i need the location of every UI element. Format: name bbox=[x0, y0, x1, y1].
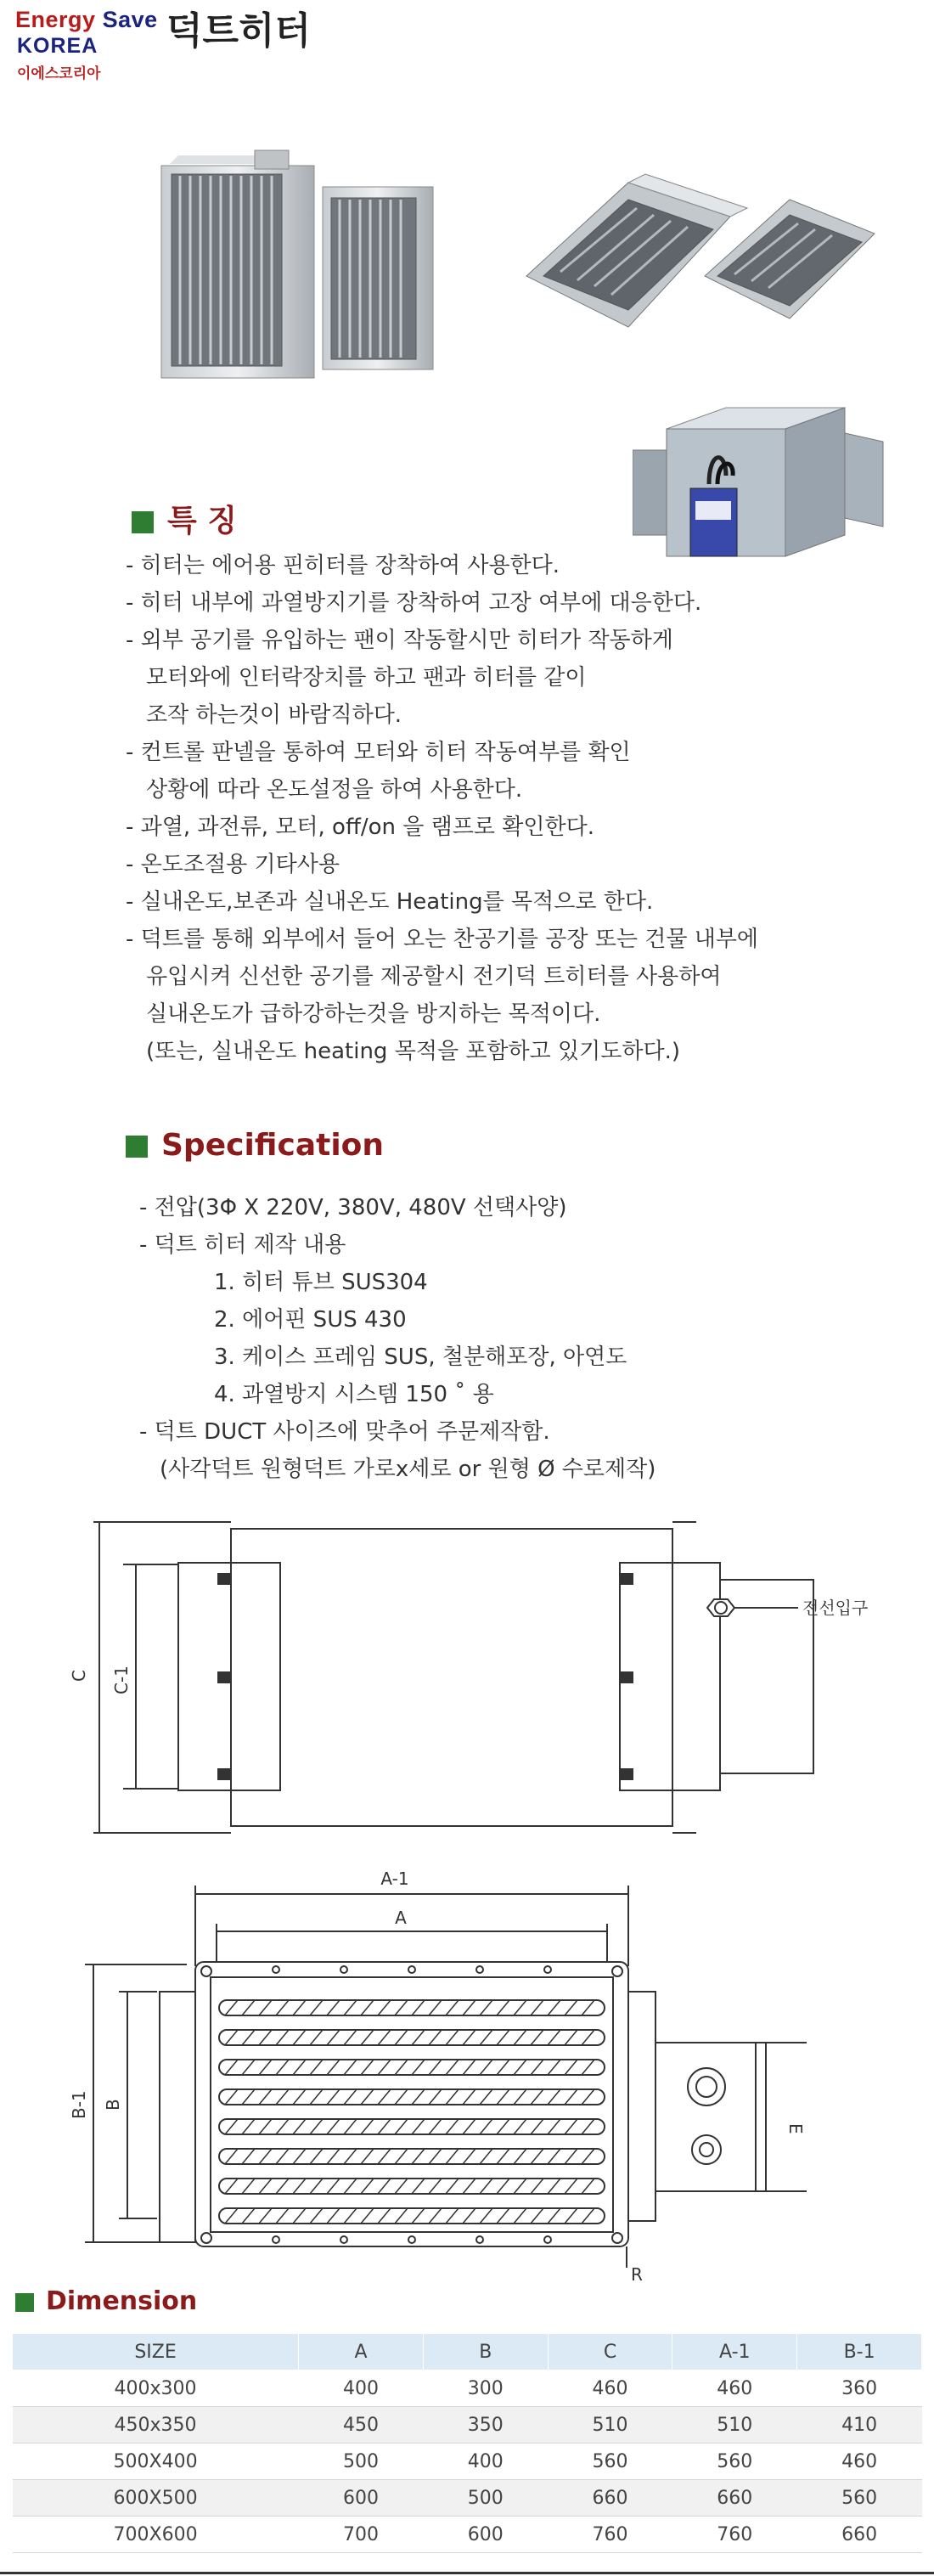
label-inlet: 전선입구 bbox=[802, 1598, 869, 1618]
table-header: SIZE bbox=[13, 2334, 299, 2370]
table-cell: 460 bbox=[797, 2444, 922, 2480]
side-view-drawing bbox=[51, 1512, 900, 1852]
table-header: A-1 bbox=[672, 2334, 797, 2370]
label-c1: C-1 bbox=[111, 1666, 132, 1694]
label-a: A bbox=[395, 1908, 407, 1928]
feature-line: - 온도조절용 기타사용 bbox=[126, 852, 340, 877]
table-cell: 510 bbox=[548, 2407, 672, 2444]
table-cell: 410 bbox=[797, 2407, 922, 2444]
table-cell: 400x300 bbox=[13, 2370, 299, 2407]
feature-line: - 히터는 에어용 핀히터를 장착하여 사용한다. bbox=[126, 553, 560, 578]
table-cell: 600 bbox=[423, 2517, 548, 2553]
logo-korea: KOREA bbox=[17, 34, 98, 58]
table-cell: 400 bbox=[299, 2370, 424, 2407]
label-r: R bbox=[631, 2264, 643, 2285]
table-cell: 760 bbox=[548, 2517, 672, 2553]
product-photo-angled bbox=[518, 149, 892, 378]
specification-title: Specification bbox=[161, 1128, 385, 1163]
table-cell: 460 bbox=[548, 2370, 672, 2407]
spec-item: 3. 케이스 프레임 SUS, 철분해포장, 아연도 bbox=[214, 1344, 627, 1370]
table-cell: 500 bbox=[299, 2444, 424, 2480]
feature-line: - 실내온도,보존과 실내온도 Heating를 목적으로 한다. bbox=[126, 889, 654, 915]
feature-line: - 외부 공기를 유입하는 팬이 작동할시만 히터가 작동하게 bbox=[126, 628, 673, 653]
table-cell: 300 bbox=[423, 2370, 548, 2407]
dimension-heading bbox=[15, 2286, 197, 2316]
table-cell: 700 bbox=[299, 2517, 424, 2553]
table-cell: 360 bbox=[797, 2370, 922, 2407]
table-cell: 500X400 bbox=[13, 2444, 299, 2480]
table-header: A bbox=[299, 2334, 424, 2370]
table-cell: 600 bbox=[299, 2480, 424, 2517]
table-cell: 510 bbox=[672, 2407, 797, 2444]
table-header: B-1 bbox=[797, 2334, 922, 2370]
table-cell: 350 bbox=[423, 2407, 548, 2444]
logo-energy: Energy bbox=[15, 7, 96, 32]
spec-item: 2. 에어핀 SUS 430 bbox=[214, 1307, 407, 1333]
table-cell: 450 bbox=[299, 2407, 424, 2444]
feature-line: - 덕트를 통해 외부에서 들어 오는 찬공기를 공장 또는 건물 내부에 bbox=[126, 927, 759, 952]
spec-content-head: - 덕트 히터 제작 내용 bbox=[139, 1232, 346, 1258]
table-cell: 660 bbox=[672, 2480, 797, 2517]
dimension-table bbox=[12, 2333, 922, 2553]
table-cell: 460 bbox=[672, 2370, 797, 2407]
table-row bbox=[13, 2407, 922, 2444]
table-cell: 700X600 bbox=[13, 2517, 299, 2553]
table-cell: 450x350 bbox=[13, 2407, 299, 2444]
green-square-icon bbox=[132, 511, 154, 533]
feature-line: 유입시켜 신선한 공기를 제공할시 전기덕 트히터를 사용하여 bbox=[146, 964, 722, 989]
table-cell: 660 bbox=[797, 2517, 922, 2553]
label-c: C bbox=[69, 1670, 89, 1682]
table-cell: 560 bbox=[797, 2480, 922, 2517]
feature-line: - 히터 내부에 과열방지기를 장착하여 고장 여부에 대응한다. bbox=[126, 590, 702, 616]
feature-line: 실내온도가 급하강하는것을 방지하는 목적이다. bbox=[146, 1001, 601, 1027]
features-title: 특 징 bbox=[167, 504, 238, 538]
logo-save: Save bbox=[102, 7, 158, 32]
table-cell: 660 bbox=[548, 2480, 672, 2517]
table-row bbox=[13, 2517, 922, 2553]
feature-line: - 컨트롤 판넬을 통하여 모터와 히터 작동여부를 확인 bbox=[126, 740, 631, 765]
label-b1: B-1 bbox=[69, 2090, 89, 2119]
green-square-icon bbox=[15, 2293, 34, 2312]
dimension-table-wrap bbox=[12, 2333, 922, 2553]
spec-item: 1. 히터 튜브 SUS304 bbox=[214, 1270, 428, 1295]
bottom-rule bbox=[0, 2572, 934, 2574]
logo-korean-name: 이에스코리아 bbox=[17, 65, 101, 82]
table-cell: 400 bbox=[423, 2444, 548, 2480]
product-photo-front bbox=[119, 149, 459, 395]
table-cell: 500 bbox=[423, 2480, 548, 2517]
table-row bbox=[13, 2444, 922, 2480]
specification-heading bbox=[126, 1128, 384, 1163]
table-cell: 760 bbox=[672, 2517, 797, 2553]
feature-line: 모터와에 인터락장치를 하고 팬과 히터를 같이 bbox=[146, 665, 587, 691]
table-row bbox=[13, 2480, 922, 2517]
label-e: E bbox=[785, 2123, 806, 2134]
spec-item: 4. 과열방지 시스템 150 ˚ 용 bbox=[214, 1382, 494, 1407]
label-a1: A-1 bbox=[380, 1869, 409, 1889]
table-cell: 600X500 bbox=[13, 2480, 299, 2517]
feature-line: (또는, 실내온도 heating 목적을 포함하고 있기도하다.) bbox=[146, 1039, 681, 1064]
spec-voltage: - 전압(3Φ X 220V, 380V, 480V 선택사양) bbox=[139, 1195, 567, 1220]
features-heading bbox=[132, 497, 237, 540]
page-title: 덕트히터 bbox=[166, 9, 312, 53]
table-row bbox=[13, 2370, 922, 2407]
dimension-title: Dimension bbox=[46, 2286, 198, 2316]
table-cell: 560 bbox=[548, 2444, 672, 2480]
feature-line: 조작 하는것이 바람직하다. bbox=[146, 702, 402, 728]
label-b: B bbox=[103, 2099, 123, 2111]
table-cell: 560 bbox=[672, 2444, 797, 2480]
specification-list bbox=[139, 1189, 886, 1488]
feature-line: 상황에 따라 온도설정을 하여 사용한다. bbox=[146, 777, 523, 803]
feature-line: - 과열, 과전류, 모터, off/on 을 램프로 확인한다. bbox=[126, 815, 594, 840]
front-view-drawing bbox=[68, 1864, 832, 2289]
spec-note: (사각덕트 원형덕트 가로x세로 or 원형 Ø 수로제작) bbox=[160, 1457, 656, 1482]
spec-note: - 덕트 DUCT 사이즈에 맞추어 주문제작함. bbox=[139, 1419, 550, 1445]
green-square-icon bbox=[126, 1136, 148, 1158]
logo-line1 bbox=[15, 7, 158, 33]
features-list bbox=[126, 547, 890, 1070]
table-header: C bbox=[548, 2334, 672, 2370]
table-header: B bbox=[423, 2334, 548, 2370]
